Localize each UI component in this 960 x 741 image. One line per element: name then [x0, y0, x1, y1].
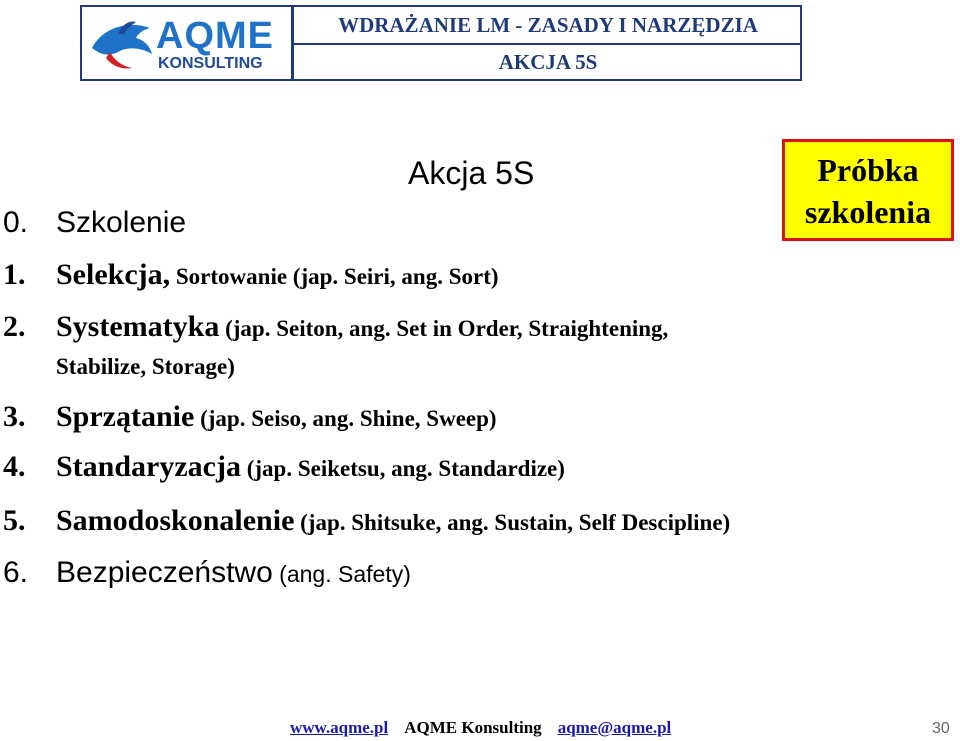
item-main: Systematyka — [56, 310, 220, 343]
item-main: Szkolenie — [56, 206, 187, 239]
item-detail: (jap. Seiton, ang. Set in Order, Straightening, — [219, 316, 669, 341]
sample-badge-line2: szkolenia — [804, 194, 932, 230]
list-item-5 — [3, 504, 730, 538]
sample-badge — [782, 139, 954, 241]
page-number: 30 — [932, 720, 950, 737]
company-logo — [88, 12, 286, 74]
item-main: Samodoskonalenie — [56, 504, 295, 537]
slide-title: Akcja 5S — [408, 155, 535, 191]
item-number: 3. — [3, 400, 26, 433]
header-box — [80, 5, 802, 81]
header-subtitle: AKCJA 5S — [498, 50, 598, 74]
sample-badge-line1: Próbka — [817, 152, 919, 188]
item-number: 4. — [3, 450, 26, 483]
item-main: Standaryzacja — [56, 450, 241, 483]
list-item-3 — [3, 400, 497, 434]
item-detail: Sortowanie (jap. Seiri, ang. Sort) — [170, 264, 499, 289]
header-title: WDRAŻANIE LM - ZASADY I NARZĘDZIA — [338, 13, 758, 37]
email-link[interactable]: aqme@aqme.pl — [557, 718, 672, 737]
item-number: 2. — [3, 310, 26, 343]
item-main: Selekcja, — [56, 258, 171, 291]
list-item-4 — [3, 450, 565, 484]
item-main: Bezpieczeństwo — [56, 556, 273, 589]
footer-company: AQME Konsulting — [404, 718, 542, 737]
logo-subtext: KONSULTING — [158, 55, 263, 72]
footer — [290, 718, 671, 738]
list-item-2-continuation: Stabilize, Storage) — [56, 354, 235, 379]
item-number: 6. — [3, 556, 29, 589]
item-detail: (jap. Seiketsu, ang. Standardize) — [240, 456, 565, 481]
item-detail: (jap. Seiso, ang. Shine, Sweep) — [194, 406, 497, 431]
item-main: Sprzątanie — [56, 400, 195, 433]
logo-text: AQME — [156, 15, 274, 57]
item-detail: (ang. Safety) — [272, 561, 411, 587]
list-item-1 — [3, 258, 499, 292]
item-number: 5. — [3, 504, 26, 537]
list-item-0 — [3, 206, 186, 240]
item-number: 1. — [3, 258, 26, 291]
item-number: 0. — [3, 206, 29, 239]
item-detail: (jap. Shitsuke, ang. Sustain, Self Descipline) — [294, 510, 731, 535]
list-item-6 — [3, 556, 411, 590]
list-item-2 — [3, 310, 668, 344]
dolphin-logo-icon — [88, 12, 158, 74]
website-link[interactable]: www.aqme.pl — [290, 718, 389, 737]
